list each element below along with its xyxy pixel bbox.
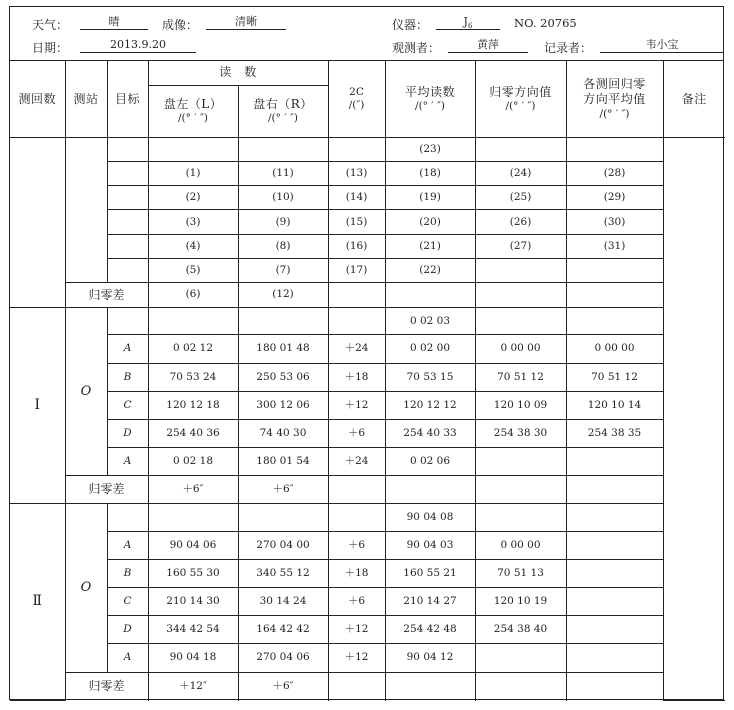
weather-label: 天气：: [32, 18, 69, 32]
instrument-number: NO. 20765: [514, 16, 577, 30]
closure-right: ＋6″: [238, 672, 328, 700]
c2-cell: (16): [328, 234, 385, 258]
mean-cell: [566, 616, 663, 644]
table-row: [10, 138, 725, 162]
dir-cell: 70 51 13: [475, 559, 566, 587]
target-cell: C: [107, 391, 148, 419]
c2-cell: ＋24: [328, 335, 385, 363]
closure-row: [10, 282, 725, 307]
imaging-value: 清晰: [206, 14, 286, 30]
dir-cell: 0 00 00: [475, 335, 566, 363]
right-cell: (7): [238, 258, 328, 282]
c2-cell: ＋12: [328, 644, 385, 672]
table-row: [10, 419, 725, 447]
column-header-row: [10, 61, 725, 85]
right-cell: 340 55 12: [238, 559, 328, 587]
table-row: [10, 258, 725, 282]
c2-cell: (14): [328, 186, 385, 210]
col-2c-line1: 2C: [349, 85, 364, 98]
col-right-line2: /(° ′ ″): [268, 112, 298, 125]
table-row: [10, 186, 725, 210]
left-cell: 160 55 30: [148, 559, 238, 587]
table-row: [10, 391, 725, 419]
avg-cell: 0 02 00: [385, 335, 475, 363]
left-cell: 254 40 36: [148, 419, 238, 447]
right-cell: (8): [238, 234, 328, 258]
observation-table: [10, 61, 725, 701]
closure-left: (6): [148, 282, 238, 307]
target-cell: A: [107, 531, 148, 559]
c2-cell: (17): [328, 258, 385, 282]
instrument-label: 仪器：: [392, 18, 429, 32]
date-value: 2013.9.20: [80, 37, 196, 53]
col-2c: [328, 61, 385, 138]
mean-cell: [566, 588, 663, 616]
table-row: [10, 504, 725, 531]
avg-cell: 70 53 15: [385, 363, 475, 391]
note-cell: [663, 138, 725, 701]
c2-cell: ＋6: [328, 531, 385, 559]
right-cell: 270 04 06: [238, 644, 328, 672]
dir-cell: 70 51 12: [475, 363, 566, 391]
dir-cell: (25): [475, 186, 566, 210]
dir-cell: (26): [475, 210, 566, 234]
closure-row: [10, 476, 725, 504]
left-cell: 90 04 06: [148, 531, 238, 559]
avg-cell: 0 02 03: [385, 308, 475, 335]
c2-cell: ＋18: [328, 559, 385, 587]
sheet-header: [10, 7, 723, 61]
avg-cell: 90 04 03: [385, 531, 475, 559]
col-mean-line3: /(° ′ ″): [599, 107, 630, 120]
target-cell: A: [107, 644, 148, 672]
col-average-line1: 平均读数: [405, 84, 456, 99]
mean-cell: (30): [566, 210, 663, 234]
left-cell: 210 14 30: [148, 588, 238, 616]
left-cell: (1): [148, 162, 238, 186]
left-cell: 0 02 18: [148, 448, 238, 476]
right-cell: 300 12 06: [238, 391, 328, 419]
target-cell: D: [107, 616, 148, 644]
mean-cell: 0 00 00: [566, 335, 663, 363]
table-row: [10, 363, 725, 391]
mean-cell: 70 51 12: [566, 363, 663, 391]
closure-label: 归零差: [65, 476, 148, 504]
col-round: 测回数: [10, 61, 65, 138]
imaging-label: 成像：: [162, 18, 199, 32]
round-cell: Ⅰ: [10, 308, 65, 504]
recorder-label: 记录者：: [544, 41, 593, 55]
col-left-line2: /(° ′ ″): [178, 112, 208, 125]
avg-cell: (20): [385, 210, 475, 234]
avg-cell: (23): [385, 138, 475, 162]
left-cell: 0 02 12: [148, 335, 238, 363]
dir-cell: 254 38 40: [475, 616, 566, 644]
mean-cell: [566, 531, 663, 559]
col-mean-direction: [566, 61, 663, 138]
c2-cell: ＋12: [328, 391, 385, 419]
table-row: [10, 588, 725, 616]
dir-cell: [475, 448, 566, 476]
table-row: [10, 559, 725, 587]
avg-cell: 254 42 48: [385, 616, 475, 644]
c2-cell: (15): [328, 210, 385, 234]
avg-cell: (19): [385, 186, 475, 210]
avg-cell: (18): [385, 162, 475, 186]
station-cell: [65, 138, 107, 283]
round-cell: Ⅱ: [10, 504, 65, 701]
left-cell: 120 12 18: [148, 391, 238, 419]
avg-cell: 90 04 12: [385, 644, 475, 672]
right-cell: (11): [238, 162, 328, 186]
target-cell: A: [107, 335, 148, 363]
closure-left: ＋6″: [148, 476, 238, 504]
right-cell: (9): [238, 210, 328, 234]
observation-record-sheet: [9, 6, 724, 700]
round-cell: [10, 138, 65, 308]
mean-cell: 254 38 35: [566, 419, 663, 447]
right-cell: 270 04 00: [238, 531, 328, 559]
target-cell: A: [107, 448, 148, 476]
dir-cell: [475, 644, 566, 672]
c2-cell: ＋12: [328, 616, 385, 644]
observer-label: 观测者：: [392, 41, 441, 55]
table-row: [10, 531, 725, 559]
right-cell: (10): [238, 186, 328, 210]
weather-value: 晴: [80, 14, 148, 30]
instrument-value: [436, 14, 500, 30]
table-row: [10, 210, 725, 234]
instrument-model: J: [463, 15, 468, 28]
dir-cell: 120 10 19: [475, 588, 566, 616]
left-cell: 344 42 54: [148, 616, 238, 644]
table-row: [10, 162, 725, 186]
col-right-line1: 盘右（R）: [253, 97, 313, 112]
table-row: [10, 308, 725, 335]
col-direction-line1: 归零方向值: [489, 84, 552, 99]
mean-cell: (28): [566, 162, 663, 186]
col-left: [148, 85, 238, 137]
dir-cell: 0 00 00: [475, 531, 566, 559]
mean-cell: (29): [566, 186, 663, 210]
col-right: [238, 85, 328, 137]
col-direction-line2: /(° ′ ″): [505, 100, 536, 112]
col-station: 测站: [65, 61, 107, 138]
observer-value: 黄萍: [448, 37, 528, 53]
right-cell: 180 01 48: [238, 335, 328, 363]
col-left-line1: 盘左（L）: [163, 97, 223, 112]
closure-label: 归零差: [65, 672, 148, 700]
left-cell: 90 04 18: [148, 644, 238, 672]
target-cell: B: [107, 363, 148, 391]
instrument-model-sub: 6: [467, 22, 473, 31]
table-row: [10, 616, 725, 644]
dir-cell: 254 38 30: [475, 419, 566, 447]
target-cell: C: [107, 588, 148, 616]
left-cell: (2): [148, 186, 238, 210]
dir-cell: (27): [475, 234, 566, 258]
col-direction: [475, 61, 566, 138]
avg-cell: 120 12 12: [385, 391, 475, 419]
right-cell: 164 42 42: [238, 616, 328, 644]
mean-cell: (31): [566, 234, 663, 258]
dir-cell: (24): [475, 162, 566, 186]
c2-cell: ＋18: [328, 363, 385, 391]
mean-cell: [566, 644, 663, 672]
right-cell: 180 01 54: [238, 448, 328, 476]
date-label: 日期：: [32, 41, 69, 55]
closure-right: ＋6″: [238, 476, 328, 504]
dir-cell: [475, 258, 566, 282]
c2-cell: ＋24: [328, 448, 385, 476]
closure-row: [10, 672, 725, 700]
mean-cell: [566, 559, 663, 587]
table-row: [10, 234, 725, 258]
closure-left: ＋12″: [148, 672, 238, 700]
target-cell: B: [107, 559, 148, 587]
col-note: 备注: [663, 61, 725, 138]
station-cell: O: [65, 504, 107, 672]
closure-label: 归零差: [65, 282, 148, 307]
left-cell: 70 53 24: [148, 363, 238, 391]
right-cell: 74 40 30: [238, 419, 328, 447]
dir-cell: 120 10 09: [475, 391, 566, 419]
col-reading: 读 数: [148, 61, 328, 85]
table-row: [10, 448, 725, 476]
station-cell: O: [65, 308, 107, 476]
left-cell: (4): [148, 234, 238, 258]
c2-cell: (13): [328, 162, 385, 186]
col-2c-line2: /(″): [348, 99, 365, 111]
recorder-value: 韦小宝: [600, 37, 724, 53]
avg-cell: 0 02 06: [385, 448, 475, 476]
col-mean-line2: 方向平均值: [583, 92, 646, 107]
col-average: [385, 61, 475, 138]
c2-cell: ＋6: [328, 419, 385, 447]
mean-cell: 120 10 14: [566, 391, 663, 419]
mean-cell: [566, 258, 663, 282]
right-cell: 250 53 06: [238, 363, 328, 391]
avg-cell: 160 55 21: [385, 559, 475, 587]
left-cell: (5): [148, 258, 238, 282]
col-mean-line1: 各测回归零: [583, 77, 646, 92]
right-cell: 30 14 24: [238, 588, 328, 616]
avg-cell: 90 04 08: [385, 504, 475, 531]
avg-cell: (21): [385, 234, 475, 258]
avg-cell: 210 14 27: [385, 588, 475, 616]
closure-right: (12): [238, 282, 328, 307]
target-cell: D: [107, 419, 148, 447]
col-target: 目标: [107, 61, 148, 138]
table-row: [10, 335, 725, 363]
left-cell: (3): [148, 210, 238, 234]
col-average-line2: /(° ′ ″): [415, 100, 445, 112]
avg-cell: 254 40 33: [385, 419, 475, 447]
avg-cell: (22): [385, 258, 475, 282]
c2-cell: ＋6: [328, 588, 385, 616]
table-row: [10, 644, 725, 672]
mean-cell: [566, 448, 663, 476]
